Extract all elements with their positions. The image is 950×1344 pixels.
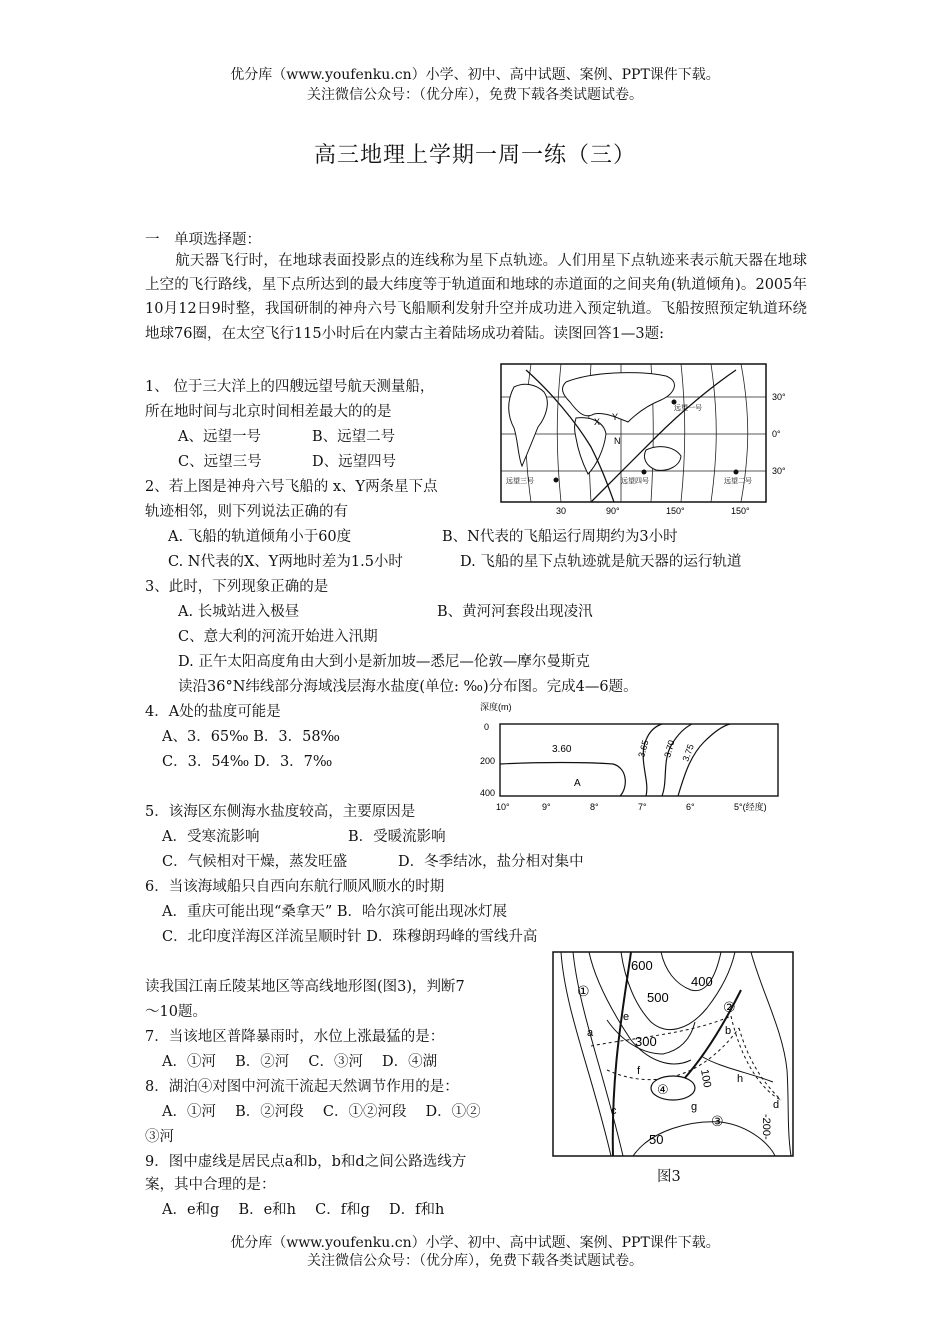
q2-stem-a: 2、若上图是神舟六号飞船的 x、Y两条星下点 xyxy=(145,479,438,495)
point-n-label: N xyxy=(614,436,621,446)
river-3-label: ③ xyxy=(711,1113,724,1129)
q9-stem-a: 9．图中虚线是居民点a和b，b和d之间公路选线方 xyxy=(145,1154,467,1170)
q3-option-a: A. 长城站进入极昼 xyxy=(178,604,300,620)
footer-line-2: 关注微信公众号：（优分库），免费下载各类试题试卷。 xyxy=(307,1253,643,1269)
q2-option-b: B、N代表的飞船运行周期约为3小时 xyxy=(442,529,678,545)
contour-intro-a: 读我国江南丘陵某地区等高线地形图(图3)，判断7 xyxy=(145,979,465,995)
point-y-label: Y xyxy=(612,412,619,422)
header-line-2: 关注微信公众号：（优分库），免费下载各类试题试卷。 xyxy=(307,87,643,103)
river-2-label: ② xyxy=(723,999,736,1015)
lon-label-30: 30 xyxy=(556,506,567,516)
page-title: 高三地理上学期一周一练（三） xyxy=(313,143,636,168)
q1-stem-b: 所在地时间与北京时间相差最大的的是 xyxy=(145,404,392,420)
q8-options: A．①河 B．②河段 C．①②河段 D．①② xyxy=(162,1104,481,1120)
lon-tick-8: 8° xyxy=(590,802,599,812)
river-1-label: ① xyxy=(577,983,590,999)
q9-stem-b: 案，其中合理的是： xyxy=(145,1177,276,1193)
q4-options-cd: C．3．54‰ D．3．7‰ xyxy=(162,754,333,770)
point-c: c xyxy=(611,1105,617,1117)
elev-300: 300 xyxy=(635,1034,657,1049)
lat-label-30n: 30° xyxy=(772,392,786,402)
intro-paragraph xyxy=(145,249,807,346)
depth-tick-200: 200 xyxy=(480,756,496,766)
lon-tick-5: 5°(经度) xyxy=(734,802,767,812)
fig3-caption: 图3 xyxy=(657,1169,681,1185)
salinity-figure xyxy=(478,700,790,818)
point-a-label: A xyxy=(574,778,581,789)
lon-label-90: 90° xyxy=(606,506,620,516)
lon-tick-9: 9° xyxy=(542,802,551,812)
lake-4-label: ④ xyxy=(657,1082,669,1097)
elev-50: 50 xyxy=(649,1132,664,1147)
q1-stem-a: 1、 位于三大洋上的四艘远望号航天测量船， xyxy=(145,379,435,395)
q3-option-c: C、意大利的河流开始进入汛期 xyxy=(178,629,378,645)
q6-options-cd: C．北印度洋海区洋流呈顺时针 D．珠穆朗玛峰的雪线升高 xyxy=(162,929,538,945)
road-e: e xyxy=(623,1011,630,1023)
point-d: d xyxy=(773,1099,780,1111)
elev-400: 400 xyxy=(691,974,713,989)
q1-option-c: C、远望三号 xyxy=(178,454,262,470)
ship-1-label: 远望一号 xyxy=(674,405,702,412)
footer-line-1: 优分库（www.youfenku.cn）小学、初中、高中试题、案例、PPT课件下载。 xyxy=(230,1235,720,1251)
q4-options-ab: A、3．65‰ B．3．58‰ xyxy=(162,729,340,745)
q5-stem: 5．该海区东侧海水盐度较高，主要原因是 xyxy=(145,804,416,820)
point-b: b xyxy=(725,1025,732,1037)
q3-option-d: D. 正午太阳高度角由大到小是新加坡—悉尼—伦敦—摩尔曼斯克 xyxy=(178,654,590,670)
depth-tick-400: 400 xyxy=(480,788,496,798)
q3-stem: 3、此时，下列现象正确的是 xyxy=(145,579,329,595)
q7-stem: 7．当该地区普降暴雨时，水位上涨最猛的是： xyxy=(145,1029,445,1045)
section-heading: 一 单项选择题： xyxy=(145,232,261,248)
q6-stem: 6．当该海域船只自西向东航行顺风顺水的时期 xyxy=(145,879,445,895)
q5-option-c: C．气候相对干燥，蒸发旺盛 xyxy=(162,854,348,870)
iso-label-370: 3.70 xyxy=(662,738,677,759)
q1-option-d: D、远望四号 xyxy=(312,454,397,470)
q3-option-b: B、黄河河套段出现凌汛 xyxy=(437,604,593,620)
contour-intro-b: ～10题。 xyxy=(145,1004,207,1020)
elev-500: 500 xyxy=(647,990,669,1005)
q5-option-a: A．受寒流影响 xyxy=(162,829,260,845)
elev-100: 100 xyxy=(698,1068,714,1089)
lon-tick-10: 10° xyxy=(496,802,510,812)
elev-200: -200- xyxy=(760,1114,772,1140)
lat-label-30s: 30° xyxy=(772,466,786,476)
q5-option-d: D．冬季结冰，盐分相对集中 xyxy=(398,854,584,870)
point-a: a xyxy=(587,1027,594,1039)
ship-2-label: 远望二号 xyxy=(724,478,752,485)
q5-option-b: B．受暖流影响 xyxy=(348,829,446,845)
q2-option-a: A. 飞船的轨道倾角小于60度 xyxy=(168,529,352,545)
q2-stem-b: 轨迹相邻，则下列说法正确的有 xyxy=(145,504,348,520)
iso-label-365: 3.65 xyxy=(636,738,651,759)
road-g: g xyxy=(691,1101,698,1113)
lon-tick-6: 6° xyxy=(686,802,695,812)
q4-stem: 4．A处的盐度可能是 xyxy=(145,704,281,720)
ship-3-label: 远望三号 xyxy=(506,478,534,485)
q8-stem: 8．湖泊④对图中河流干流起天然调节作用的是： xyxy=(145,1079,459,1095)
q6-options-ab: A．重庆可能出现“桑拿天” B．哈尔滨可能出现冰灯展 xyxy=(162,904,508,920)
q1-option-a: A、远望一号 xyxy=(178,429,261,445)
q7-options: A．①河 B．②河 C．③河 D．④湖 xyxy=(162,1054,438,1070)
depth-tick-0: 0 xyxy=(484,722,490,732)
q8-options-cont: ③河 xyxy=(145,1129,174,1145)
orbit-map-figure xyxy=(496,362,808,517)
road-h: h xyxy=(737,1073,744,1085)
q2-option-c: C. N代表的X、Y两地时差为1.5小时 xyxy=(168,554,403,570)
iso-label-375: 3.75 xyxy=(680,742,696,763)
lon-tick-7: 7° xyxy=(638,802,647,812)
elev-600: 600 xyxy=(631,958,653,973)
salinity-intro: 读沿36°N纬线部分海域浅层海水盐度(单位: ‰)分布图。完成4—6题。 xyxy=(178,679,638,695)
lat-label-0: 0° xyxy=(772,429,781,439)
iso-label-360: 3.60 xyxy=(552,744,572,755)
point-x-label: X xyxy=(594,417,601,427)
q2-option-d: D. 飞船的星下点轨迹就是航天器的运行轨道 xyxy=(460,554,742,570)
header-line-1: 优分库（www.youfenku.cn）小学、初中、高中试题、案例、PPT课件下载。 xyxy=(230,67,720,83)
road-f: f xyxy=(637,1065,641,1077)
q9-options: A．e和g B．e和h C．f和g D．f和h xyxy=(162,1202,445,1218)
intro-text: 航天器飞行时，在地球表面投影点的连线称为星下点轨迹。人们用星下点轨迹来表示航天器在地球上空的飞行路线，星下点所达到的最大纬度等于轨道面和地球的赤道面的之间夹角(轨道倾角)。2005年10月12日9时整，我国研制的神舟六号飞船顺利发射升空并成功进入预定轨道。飞船按照预定轨道环绕地球76圈，在太空飞行115小时后在内蒙古主着陆场成功着陆。读图回答1—3题: xyxy=(145,253,807,342)
lon-label-150w: 150° xyxy=(731,506,750,516)
section-frame xyxy=(500,724,778,796)
q1-option-b: B、远望二号 xyxy=(312,429,396,445)
ship-4-label: 远望四号 xyxy=(621,478,649,485)
salinity-y-label: 深度(m) xyxy=(480,702,512,712)
lon-label-150e: 150° xyxy=(666,506,685,516)
contour-map-figure xyxy=(551,950,795,1158)
